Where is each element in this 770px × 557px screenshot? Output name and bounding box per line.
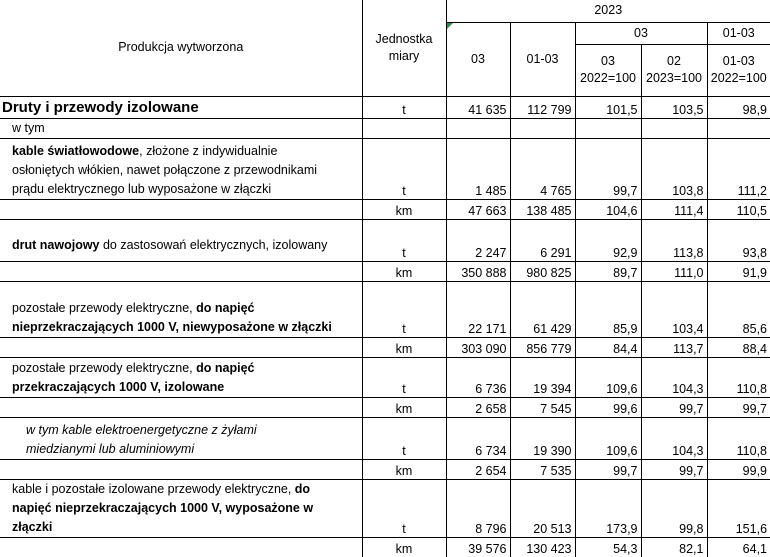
row-name: pozostałe przewody elektryczne, do napięć przekraczających 1000 V, izolowane (0, 357, 362, 397)
cell-01-03: 19 390 (510, 417, 575, 459)
row-name: kable światłowodowe, złożone z indywidualnie osłoniętych włókien, nawet połączone z przewodnikami prądu elektrycznego lub wyposażone w złączki (0, 138, 362, 199)
table-row (0, 199, 770, 219)
header-group-01-03: 01-03 (707, 22, 770, 44)
row-unit: km (362, 459, 446, 479)
header-col-01-03: 01-03 (510, 22, 575, 96)
cell-03: 39 576 (446, 537, 510, 557)
cell-01-03: 856 779 (510, 337, 575, 357)
cell-index-2: 104,3 (641, 357, 707, 397)
header-index-1: 03 2022=100 (575, 44, 641, 96)
cell-index-1: 84,4 (575, 337, 641, 357)
row-unit: t (362, 417, 446, 459)
table-row (0, 261, 770, 281)
cell-index-2: 99,7 (641, 459, 707, 479)
cell-03: 350 888 (446, 261, 510, 281)
row-unit: t (362, 138, 446, 199)
cell-01-03: 19 394 (510, 357, 575, 397)
header-group-03: 03 (575, 22, 707, 44)
cell-index-3: 93,8 (707, 219, 770, 261)
cell-index-3: 151,6 (707, 479, 770, 537)
row-unit: km (362, 199, 446, 219)
table-row (0, 281, 770, 337)
cell-index-2: 111,0 (641, 261, 707, 281)
cell-03: 2 654 (446, 459, 510, 479)
cell-index-3: 88,4 (707, 337, 770, 357)
cell-index-2: 82,1 (641, 537, 707, 557)
cell-index-3: 111,2 (707, 138, 770, 199)
cell-03: 2 247 (446, 219, 510, 261)
cell-index-1: 99,7 (575, 138, 641, 199)
row-unit: km (362, 537, 446, 557)
cell-01-03: 112 799 (510, 96, 575, 118)
header-index-3: 01-03 2022=100 (707, 44, 770, 96)
table-row (0, 357, 770, 397)
row-unit: t (362, 479, 446, 537)
cell-01-03: 980 825 (510, 261, 575, 281)
row-unit: km (362, 261, 446, 281)
header-product: Produkcja wytworzona (0, 0, 362, 96)
table-row (0, 219, 770, 261)
row-unit: km (362, 397, 446, 417)
row-name: kable i pozostałe izolowane przewody elektryczne, do napięć nieprzekraczających 1000 V, wyposażone w złączki (0, 479, 362, 537)
cell-index-3: 85,6 (707, 281, 770, 337)
cell-01-03: 7 545 (510, 397, 575, 417)
cell-index-2: 103,8 (641, 138, 707, 199)
row-name: Druty i przewody izolowane (0, 96, 362, 118)
table-row (0, 397, 770, 417)
cell-01-03: 130 423 (510, 537, 575, 557)
cell-03: 22 171 (446, 281, 510, 337)
cell-index-1: 109,6 (575, 357, 641, 397)
row-unit: t (362, 281, 446, 337)
table-row (0, 96, 770, 118)
cell-index-1: 99,6 (575, 397, 641, 417)
cell-index-1: 104,6 (575, 199, 641, 219)
row-unit: t (362, 219, 446, 261)
cell-index-1: 101,5 (575, 96, 641, 118)
table-row (0, 537, 770, 557)
cell-index-2: 111,4 (641, 199, 707, 219)
cell-index-2: 103,4 (641, 281, 707, 337)
cell-index-3: 98,9 (707, 96, 770, 118)
header-col-03: 03 (446, 22, 510, 96)
cell-index-2: 99,8 (641, 479, 707, 537)
table-row (0, 118, 770, 138)
cell-01-03: 7 535 (510, 459, 575, 479)
header-unit: Jednostka miary (362, 0, 446, 96)
cell-03: 6 736 (446, 357, 510, 397)
cell-index-3: 99,9 (707, 459, 770, 479)
row-name: pozostałe przewody elektryczne, do napięć nieprzekraczających 1000 V, niewyposażone w złączki (0, 281, 362, 337)
cell-index-3: 110,5 (707, 199, 770, 219)
cell-01-03: 6 291 (510, 219, 575, 261)
cell-index-1: 85,9 (575, 281, 641, 337)
cell-index-3: 99,7 (707, 397, 770, 417)
row-unit: km (362, 337, 446, 357)
cell-index-2: 99,7 (641, 397, 707, 417)
cell-01-03: 20 513 (510, 479, 575, 537)
cell-index-3: 110,8 (707, 357, 770, 397)
cell-index-1: 173,9 (575, 479, 641, 537)
cell-03: 8 796 (446, 479, 510, 537)
cell-01-03: 61 429 (510, 281, 575, 337)
row-name: w tym (0, 118, 362, 138)
row-name: drut nawojowy do zastosowań elektrycznych, izolowany (0, 219, 362, 261)
row-name: w tym kable elektroenergetyczne z żyłami miedzianymi lub aluminiowymi (0, 417, 362, 459)
cell-index-1: 89,7 (575, 261, 641, 281)
table-row (0, 138, 770, 199)
cell-index-3: 110,8 (707, 417, 770, 459)
cell-01-03: 4 765 (510, 138, 575, 199)
cell-index-2: 103,5 (641, 96, 707, 118)
cell-03: 303 090 (446, 337, 510, 357)
cell-index-2: 104,3 (641, 417, 707, 459)
table-row (0, 337, 770, 357)
row-unit: t (362, 357, 446, 397)
cell-03: 2 658 (446, 397, 510, 417)
cell-index-1: 54,3 (575, 537, 641, 557)
cell-01-03: 138 485 (510, 199, 575, 219)
cell-index-3: 91,9 (707, 261, 770, 281)
cell-03: 6 734 (446, 417, 510, 459)
header-index-2: 02 2023=100 (641, 44, 707, 96)
header-year: 2023 (446, 0, 770, 22)
cell-index-2: 113,7 (641, 337, 707, 357)
cell-03: 1 485 (446, 138, 510, 199)
cell-index-1: 92,9 (575, 219, 641, 261)
table-row (0, 459, 770, 479)
cell-03: 41 635 (446, 96, 510, 118)
table-row (0, 479, 770, 537)
table-row (0, 417, 770, 459)
cell-index-1: 109,6 (575, 417, 641, 459)
cell-index-1: 99,7 (575, 459, 641, 479)
cell-index-3: 64,1 (742, 542, 768, 556)
cell-03: 47 663 (446, 199, 510, 219)
cell-index-2: 113,8 (641, 219, 707, 261)
row-unit: t (362, 96, 446, 118)
